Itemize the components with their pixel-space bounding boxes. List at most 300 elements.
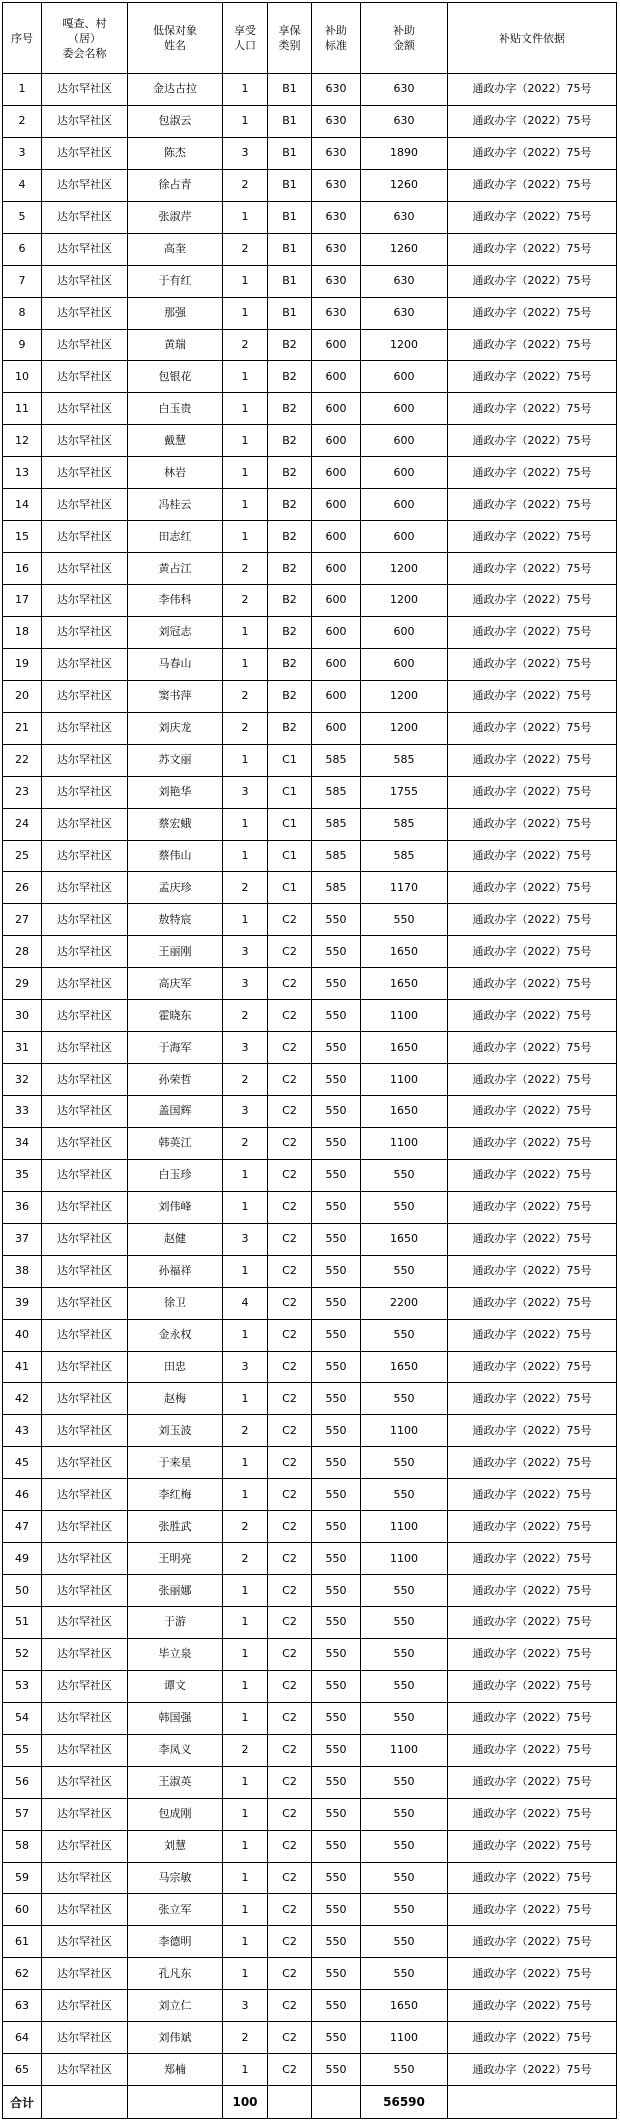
cell-category: B2: [268, 329, 312, 361]
table-row: [3, 1000, 617, 1032]
cell-basis: 通政办字（2022）75号: [448, 74, 617, 106]
cell-category: B2: [268, 585, 312, 617]
cell-community: 达尔罕社区: [42, 1064, 128, 1096]
cell-category: C2: [268, 1543, 312, 1575]
cell-community: 达尔罕社区: [42, 1383, 128, 1415]
cell-basis: 通政办字（2022）75号: [448, 265, 617, 297]
cell-seq: 13: [3, 457, 42, 489]
cell-basis: 通政办字（2022）75号: [448, 1958, 617, 1990]
cell-basis: 通政办字（2022）75号: [448, 1127, 617, 1159]
cell-standard: 550: [312, 1223, 361, 1255]
cell-standard: 550: [312, 1543, 361, 1575]
cell-community: 达尔罕社区: [42, 1702, 128, 1734]
cell-basis: 通政办字（2022）75号: [448, 1223, 617, 1255]
cell-category: C2: [268, 2022, 312, 2054]
cell-seq: 14: [3, 489, 42, 521]
cell-people: 2: [223, 872, 268, 904]
cell-basis: 通政办字（2022）75号: [448, 1287, 617, 1319]
cell-category: B2: [268, 393, 312, 425]
header-people-line1: 享受: [234, 24, 256, 37]
cell-basis: 通政办字（2022）75号: [448, 1670, 617, 1702]
cell-standard: 600: [312, 521, 361, 553]
cell-standard: 600: [312, 648, 361, 680]
subsidy-table: [2, 2, 617, 2119]
cell-people: 1: [223, 489, 268, 521]
cell-standard: 600: [312, 680, 361, 712]
cell-people: 3: [223, 137, 268, 169]
cell-basis: 通政办字（2022）75号: [448, 105, 617, 137]
cell-people: 2: [223, 2022, 268, 2054]
cell-amount: 630: [361, 201, 448, 233]
cell-standard: 630: [312, 201, 361, 233]
cell-standard: 550: [312, 1479, 361, 1511]
cell-community: 达尔罕社区: [42, 680, 128, 712]
cell-community: 达尔罕社区: [42, 105, 128, 137]
cell-amount: 550: [361, 1670, 448, 1702]
cell-category: C2: [268, 1798, 312, 1830]
cell-amount: 550: [361, 1894, 448, 1926]
table-row: [3, 904, 617, 936]
cell-community: 达尔罕社区: [42, 808, 128, 840]
cell-name: 刘玉波: [128, 1415, 223, 1447]
cell-seq: 42: [3, 1383, 42, 1415]
cell-standard: 550: [312, 1287, 361, 1319]
cell-amount: 550: [361, 1319, 448, 1351]
table-row: [3, 808, 617, 840]
cell-people: 1: [223, 201, 268, 233]
cell-seq: 49: [3, 1543, 42, 1575]
table-row: [3, 1894, 617, 1926]
cell-seq: 59: [3, 1862, 42, 1894]
total-people: 100: [223, 2086, 268, 2119]
cell-community: 达尔罕社区: [42, 1766, 128, 1798]
cell-name: 戴慧: [128, 425, 223, 457]
table-row: [3, 1670, 617, 1702]
total-amount: 56590: [361, 2086, 448, 2119]
header-basis: [448, 3, 617, 74]
cell-amount: 600: [361, 393, 448, 425]
cell-name: 金永权: [128, 1319, 223, 1351]
cell-amount: 1650: [361, 1096, 448, 1128]
cell-category: C2: [268, 1287, 312, 1319]
cell-people: 3: [223, 1351, 268, 1383]
cell-category: C2: [268, 1607, 312, 1639]
cell-people: 1: [223, 521, 268, 553]
cell-basis: 通政办字（2022）75号: [448, 936, 617, 968]
cell-category: C2: [268, 936, 312, 968]
cell-category: B2: [268, 521, 312, 553]
cell-basis: 通政办字（2022）75号: [448, 585, 617, 617]
cell-seq: 39: [3, 1287, 42, 1319]
cell-basis: 通政办字（2022）75号: [448, 744, 617, 776]
cell-basis: 通政办字（2022）75号: [448, 297, 617, 329]
cell-people: 1: [223, 265, 268, 297]
cell-standard: 630: [312, 233, 361, 265]
cell-name: 刘伟峰: [128, 1191, 223, 1223]
cell-amount: 550: [361, 1926, 448, 1958]
header-name-line2: 姓名: [164, 39, 186, 52]
cell-seq: 38: [3, 1255, 42, 1287]
cell-name: 徐占青: [128, 169, 223, 201]
cell-community: 达尔罕社区: [42, 1032, 128, 1064]
cell-basis: 通政办字（2022）75号: [448, 1575, 617, 1607]
cell-standard: 550: [312, 1575, 361, 1607]
cell-standard: 600: [312, 616, 361, 648]
cell-seq: 30: [3, 1000, 42, 1032]
cell-basis: 通政办字（2022）75号: [448, 1351, 617, 1383]
cell-community: 达尔罕社区: [42, 1543, 128, 1575]
cell-category: C2: [268, 1191, 312, 1223]
cell-seq: 40: [3, 1319, 42, 1351]
cell-standard: 600: [312, 329, 361, 361]
cell-community: 达尔罕社区: [42, 648, 128, 680]
cell-seq: 27: [3, 904, 42, 936]
cell-basis: 通政办字（2022）75号: [448, 1415, 617, 1447]
cell-name: 于游: [128, 1607, 223, 1639]
cell-name: 王明亮: [128, 1543, 223, 1575]
cell-standard: 630: [312, 265, 361, 297]
total-basis-empty: [448, 2086, 617, 2119]
cell-people: 3: [223, 968, 268, 1000]
cell-standard: 550: [312, 1159, 361, 1191]
cell-standard: 600: [312, 553, 361, 585]
cell-category: C1: [268, 776, 312, 808]
cell-seq: 19: [3, 648, 42, 680]
cell-basis: 通政办字（2022）75号: [448, 1990, 617, 2022]
cell-basis: 通政办字（2022）75号: [448, 1862, 617, 1894]
header-community-line2: （居）: [68, 31, 101, 45]
cell-standard: 550: [312, 1702, 361, 1734]
cell-community: 达尔罕社区: [42, 489, 128, 521]
cell-name: 孙荣哲: [128, 1064, 223, 1096]
cell-category: C2: [268, 968, 312, 1000]
cell-people: 2: [223, 169, 268, 201]
cell-basis: 通政办字（2022）75号: [448, 776, 617, 808]
table-row: [3, 1159, 617, 1191]
cell-community: 达尔罕社区: [42, 1000, 128, 1032]
cell-community: 达尔罕社区: [42, 233, 128, 265]
cell-category: C2: [268, 1415, 312, 1447]
cell-people: 1: [223, 393, 268, 425]
cell-community: 达尔罕社区: [42, 1319, 128, 1351]
cell-seq: 58: [3, 1830, 42, 1862]
cell-community: 达尔罕社区: [42, 904, 128, 936]
cell-amount: 1100: [361, 1000, 448, 1032]
cell-category: C1: [268, 744, 312, 776]
table-row: [3, 616, 617, 648]
cell-name: 陈杰: [128, 137, 223, 169]
cell-category: B2: [268, 648, 312, 680]
cell-amount: 550: [361, 1958, 448, 1990]
cell-people: 1: [223, 1255, 268, 1287]
cell-category: B1: [268, 201, 312, 233]
header-amount-line2: 金额: [393, 39, 415, 52]
cell-amount: 550: [361, 1798, 448, 1830]
cell-seq: 5: [3, 201, 42, 233]
cell-basis: 通政办字（2022）75号: [448, 616, 617, 648]
table-row: [3, 1862, 617, 1894]
cell-basis: 通政办字（2022）75号: [448, 1894, 617, 1926]
cell-seq: 21: [3, 712, 42, 744]
cell-amount: 1100: [361, 1511, 448, 1543]
cell-category: C2: [268, 1383, 312, 1415]
cell-amount: 2200: [361, 1287, 448, 1319]
cell-basis: 通政办字（2022）75号: [448, 2022, 617, 2054]
cell-people: 1: [223, 808, 268, 840]
cell-people: 1: [223, 1926, 268, 1958]
cell-people: 1: [223, 744, 268, 776]
cell-category: C2: [268, 1670, 312, 1702]
cell-name: 孟庆珍: [128, 872, 223, 904]
cell-name: 于来星: [128, 1447, 223, 1479]
cell-people: 1: [223, 1958, 268, 1990]
cell-people: 1: [223, 1607, 268, 1639]
cell-category: B1: [268, 233, 312, 265]
cell-name: 王淑英: [128, 1766, 223, 1798]
cell-name: 张丽娜: [128, 1575, 223, 1607]
cell-category: C2: [268, 1319, 312, 1351]
cell-people: 1: [223, 1159, 268, 1191]
header-amount: [361, 3, 448, 74]
cell-amount: 600: [361, 425, 448, 457]
cell-name: 刘伟斌: [128, 2022, 223, 2054]
cell-name: 韩国强: [128, 1702, 223, 1734]
cell-seq: 7: [3, 265, 42, 297]
table-row: [3, 1575, 617, 1607]
cell-seq: 9: [3, 329, 42, 361]
cell-category: B2: [268, 425, 312, 457]
table-row: [3, 361, 617, 393]
cell-seq: 23: [3, 776, 42, 808]
cell-amount: 1100: [361, 2022, 448, 2054]
cell-name: 马春山: [128, 648, 223, 680]
cell-seq: 11: [3, 393, 42, 425]
table-row: [3, 297, 617, 329]
cell-people: 1: [223, 1798, 268, 1830]
table-row: [3, 1064, 617, 1096]
cell-community: 达尔罕社区: [42, 553, 128, 585]
cell-amount: 1650: [361, 1351, 448, 1383]
header-name-line1: 低保对象: [153, 24, 197, 37]
cell-standard: 585: [312, 808, 361, 840]
table-row: [3, 74, 617, 106]
cell-seq: 43: [3, 1415, 42, 1447]
cell-community: 达尔罕社区: [42, 1670, 128, 1702]
cell-community: 达尔罕社区: [42, 1096, 128, 1128]
header-people-line2: 人口: [234, 39, 256, 52]
table-row: [3, 489, 617, 521]
cell-community: 达尔罕社区: [42, 1862, 128, 1894]
cell-people: 2: [223, 712, 268, 744]
table-row: [3, 744, 617, 776]
cell-community: 达尔罕社区: [42, 1638, 128, 1670]
cell-basis: 通政办字（2022）75号: [448, 425, 617, 457]
header-people: [223, 3, 268, 74]
cell-people: 1: [223, 1191, 268, 1223]
table-row: [3, 1319, 617, 1351]
cell-basis: 通政办字（2022）75号: [448, 553, 617, 585]
cell-seq: 6: [3, 233, 42, 265]
cell-name: 于海军: [128, 1032, 223, 1064]
cell-seq: 45: [3, 1447, 42, 1479]
cell-seq: 29: [3, 968, 42, 1000]
cell-seq: 8: [3, 297, 42, 329]
cell-standard: 600: [312, 585, 361, 617]
header-name: [128, 3, 223, 74]
table-row: [3, 1032, 617, 1064]
table-row: [3, 1543, 617, 1575]
cell-category: B2: [268, 489, 312, 521]
cell-amount: 1650: [361, 936, 448, 968]
cell-amount: 550: [361, 1575, 448, 1607]
header-basis-label: 补贴文件依据: [499, 31, 565, 45]
cell-seq: 16: [3, 553, 42, 585]
table-row: [3, 1990, 617, 2022]
cell-seq: 25: [3, 840, 42, 872]
cell-amount: 585: [361, 840, 448, 872]
cell-name: 窦书萍: [128, 680, 223, 712]
cell-name: 韩英江: [128, 1127, 223, 1159]
cell-standard: 550: [312, 2054, 361, 2086]
table-footer: [3, 2086, 617, 2119]
cell-people: 2: [223, 1415, 268, 1447]
cell-category: C2: [268, 1127, 312, 1159]
cell-name: 霍晓东: [128, 1000, 223, 1032]
cell-name: 徐卫: [128, 1287, 223, 1319]
table-row: [3, 1447, 617, 1479]
header-standard-line1: 补助: [325, 24, 347, 37]
cell-category: C2: [268, 1638, 312, 1670]
table-row: [3, 1351, 617, 1383]
header-category-line2: 类别: [278, 39, 301, 52]
header-community: [42, 3, 128, 74]
cell-community: 达尔罕社区: [42, 297, 128, 329]
cell-name: 敖特宸: [128, 904, 223, 936]
cell-community: 达尔罕社区: [42, 2054, 128, 2086]
cell-standard: 630: [312, 105, 361, 137]
cell-basis: 通政办字（2022）75号: [448, 1479, 617, 1511]
cell-category: B1: [268, 169, 312, 201]
cell-amount: 1200: [361, 712, 448, 744]
cell-community: 达尔罕社区: [42, 968, 128, 1000]
cell-seq: 31: [3, 1032, 42, 1064]
header-seq-label: 序号: [11, 31, 33, 45]
cell-standard: 550: [312, 904, 361, 936]
cell-standard: 550: [312, 1096, 361, 1128]
cell-name: 黄占江: [128, 553, 223, 585]
cell-people: 3: [223, 1223, 268, 1255]
cell-category: C2: [268, 1479, 312, 1511]
cell-name: 田志红: [128, 521, 223, 553]
cell-community: 达尔罕社区: [42, 169, 128, 201]
cell-name: 白玉贵: [128, 393, 223, 425]
cell-category: B2: [268, 680, 312, 712]
cell-community: 达尔罕社区: [42, 521, 128, 553]
cell-seq: 50: [3, 1575, 42, 1607]
cell-standard: 550: [312, 1734, 361, 1766]
cell-seq: 64: [3, 2022, 42, 2054]
cell-community: 达尔罕社区: [42, 1223, 128, 1255]
cell-community: 达尔罕社区: [42, 585, 128, 617]
cell-seq: 15: [3, 521, 42, 553]
cell-seq: 62: [3, 1958, 42, 1990]
cell-community: 达尔罕社区: [42, 201, 128, 233]
cell-standard: 550: [312, 1511, 361, 1543]
cell-seq: 34: [3, 1127, 42, 1159]
cell-community: 达尔罕社区: [42, 2022, 128, 2054]
cell-amount: 550: [361, 1191, 448, 1223]
cell-community: 达尔罕社区: [42, 265, 128, 297]
cell-people: 3: [223, 776, 268, 808]
cell-category: C2: [268, 1064, 312, 1096]
cell-community: 达尔罕社区: [42, 1798, 128, 1830]
cell-seq: 3: [3, 137, 42, 169]
cell-name: 李伟科: [128, 585, 223, 617]
cell-seq: 53: [3, 1670, 42, 1702]
cell-basis: 通政办字（2022）75号: [448, 648, 617, 680]
table-row: [3, 1287, 617, 1319]
cell-category: B1: [268, 297, 312, 329]
cell-amount: 1100: [361, 1734, 448, 1766]
cell-seq: 56: [3, 1766, 42, 1798]
table-row: [3, 1638, 617, 1670]
cell-seq: 52: [3, 1638, 42, 1670]
cell-basis: 通政办字（2022）75号: [448, 1766, 617, 1798]
cell-standard: 550: [312, 1798, 361, 1830]
cell-people: 1: [223, 840, 268, 872]
cell-standard: 550: [312, 1191, 361, 1223]
cell-category: C2: [268, 1096, 312, 1128]
total-label: 合计: [3, 2086, 42, 2119]
cell-seq: 47: [3, 1511, 42, 1543]
cell-basis: 通政办字（2022）75号: [448, 1926, 617, 1958]
cell-seq: 46: [3, 1479, 42, 1511]
cell-name: 刘艳华: [128, 776, 223, 808]
cell-name: 田忠: [128, 1351, 223, 1383]
cell-community: 达尔罕社区: [42, 1287, 128, 1319]
cell-name: 包成刚: [128, 1798, 223, 1830]
cell-community: 达尔罕社区: [42, 936, 128, 968]
cell-standard: 600: [312, 712, 361, 744]
cell-amount: 550: [361, 904, 448, 936]
cell-seq: 17: [3, 585, 42, 617]
table-row: [3, 1191, 617, 1223]
cell-standard: 585: [312, 872, 361, 904]
cell-people: 1: [223, 457, 268, 489]
cell-amount: 1650: [361, 1223, 448, 1255]
table-row: [3, 936, 617, 968]
table-row: [3, 1479, 617, 1511]
cell-basis: 通政办字（2022）75号: [448, 489, 617, 521]
cell-name: 谭文: [128, 1670, 223, 1702]
cell-basis: 通政办字（2022）75号: [448, 1000, 617, 1032]
cell-name: 孙福祥: [128, 1255, 223, 1287]
cell-amount: 630: [361, 297, 448, 329]
table-row: [3, 776, 617, 808]
cell-people: 2: [223, 1543, 268, 1575]
cell-amount: 630: [361, 105, 448, 137]
cell-standard: 550: [312, 1032, 361, 1064]
cell-seq: 12: [3, 425, 42, 457]
cell-name: 王丽刚: [128, 936, 223, 968]
table-row: [3, 425, 617, 457]
cell-category: B1: [268, 105, 312, 137]
table-row: [3, 648, 617, 680]
total-name-empty: [128, 2086, 223, 2119]
cell-category: C2: [268, 1958, 312, 1990]
cell-basis: 通政办字（2022）75号: [448, 457, 617, 489]
cell-community: 达尔罕社区: [42, 744, 128, 776]
